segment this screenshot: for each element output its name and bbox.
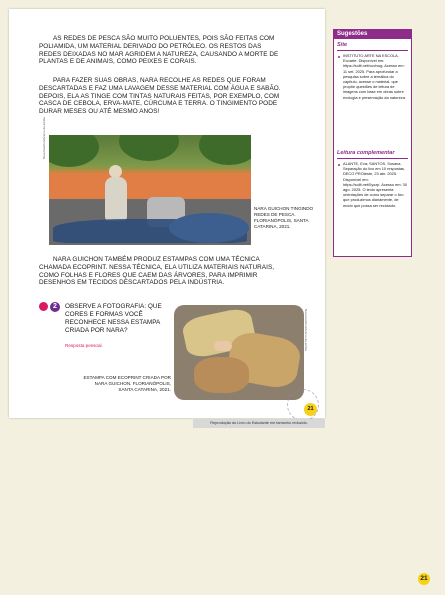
section-text-reading: ALANTE, Eva; SANTOS, Susana. Separação do lixo em 10 respostas. DECO PROteste, 23 abr. 2025. Disponível em: https://sollt.net/0yzzp. Acesso em: 30 ago. 2025. O texto apresenta orientações de como separar o lixo que produzimos diariamente, de modo que possa ser reciclado.: [343, 161, 408, 208]
question-answer: Resposta pessoal.: [65, 343, 103, 348]
hand-shape: [214, 341, 232, 351]
section-text-site: INSTITUTO ARTE NA ESCOLA. Ecoarte. Disponível em: https://sollt.net/vuvhwg. Acesso em: 11 set. 2025. Para aprofundar a pesquisa sobre a temática do capítulo, acesse o material, que propõe questões de leitura de imagens com base em obras sobre ecologia e preservação da natureza.: [343, 53, 406, 100]
paragraph-1: AS REDES DE PESCA SÃO MUITO POLUENTES, POIS SÃO FEITAS COM POLIAMIDA, UM MATERIAL DERIVADO DO PETRÓLEO. OS RESTOS DAS REDES DEIXADAS NO MAR AGRIDEM A NATUREZA, CAUSANDO A MORTE DE PLANTAS E DE ANIMAIS, COMO PEIXES E CORAIS.: [39, 35, 279, 66]
suggestions-title: Sugestões: [334, 30, 411, 39]
divider: [337, 158, 408, 159]
photo1-caption: NARA GUICHON TINGINDO REDES DE PESCA. FLORIANÓPOLIS, SANTA CATARINA, 2021.: [254, 206, 314, 229]
photo2-caption: ESTAMPA COM ECOPRINT CRIADA POR NARA GUICHON. FLORIANÓPOLIS, SANTA CATARINA, 2021.: [83, 375, 171, 392]
student-page-reduced: [9, 9, 325, 418]
divider: [337, 50, 408, 51]
tree-shape: [119, 135, 179, 161]
section-heading-reading: Leitura complementar: [337, 150, 395, 156]
bullet: [338, 56, 340, 58]
tree-shape: [49, 135, 99, 167]
photo-ecoprint-fabric: [174, 305, 304, 400]
question-number: 2: [50, 302, 60, 312]
paragraph-2: PARA FAZER SUAS OBRAS, NARA RECOLHE AS REDES QUE FORAM DESCARTADAS E FAZ UMA LAVAGEM DESSE MATERIAL COM ÁGUA E SABÃO. DEPOIS, ELA AS TINGE COM TINTAS NATURAIS FEITAS, POR EXEMPLO, COM CASCA DE CEBOLA, ERVA-MATE, CÚRCUMA E TERRA. O TINGIMENTO PODE DURAR MESES OU ATÉ MESMO ANOS!: [39, 77, 281, 116]
photo1-credit: Nara Guichon/Acervo da artista: [42, 117, 46, 159]
tree-shape: [199, 135, 251, 165]
student-page-number: 21: [304, 403, 317, 416]
fishing-nets-pile: [169, 213, 249, 243]
photo2-credit: Nara Guichon/Acervo da artista: [304, 309, 308, 351]
fabric-shape: [194, 357, 249, 393]
suggestions-panel: [333, 29, 412, 257]
paragraph-3: NARA GUICHON TAMBÉM PRODUZ ESTAMPAS COM UMA TÉCNICA CHAMADA ECOPRINT. NESSA TÉCNICA, ELA UTILIZA MATERIAIS NATURAIS, COMO FOLHAS E FLORES QUE CAEM DAS ÁRVORES, PARA IMPRIMIR DESENHOS EM TECIDOS DESCARTADOS PELA INDÚSTRIA.: [39, 256, 275, 287]
reproduction-note: Reprodução do Livro do Estudante em tamanho reduzido.: [193, 419, 325, 428]
question-text: OBSERVE A FOTOGRAFIA: QUE CORES E FORMAS VOCÊ RECONHECE NESSA ESTAMPA CRIADA POR NARA?: [65, 303, 162, 334]
section-heading-site: Site: [337, 42, 348, 48]
bullet: [338, 164, 340, 166]
speech-bubble-icon: [39, 302, 48, 311]
photo-dyeing-nets: [49, 135, 251, 245]
orange-wall: [49, 173, 251, 199]
page-number: 21: [418, 573, 430, 585]
artist-body: [105, 177, 127, 221]
